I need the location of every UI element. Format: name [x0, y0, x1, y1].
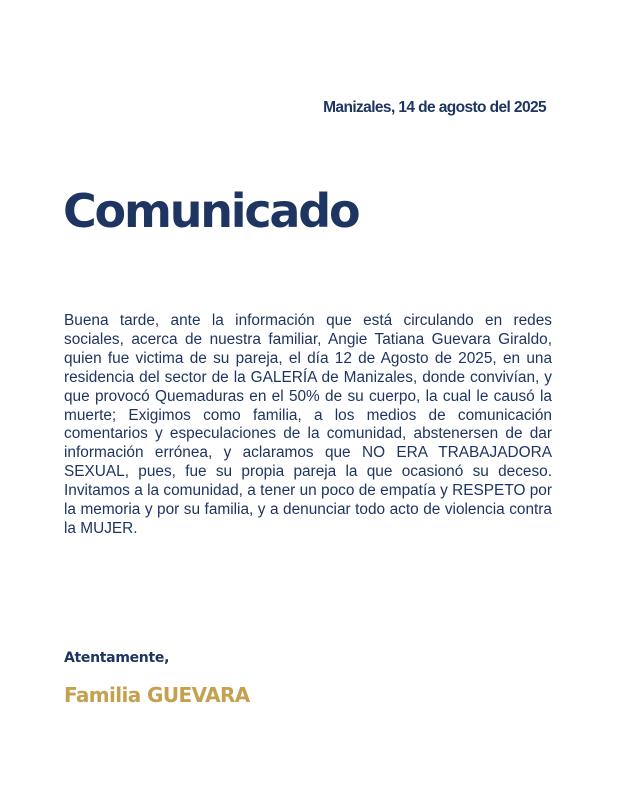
signature: Familia GUEVARA [64, 683, 250, 707]
date-line: Manizales, 14 de agosto del 2025 [323, 99, 546, 116]
statement-body: Buena tarde, ante la información que está circulando en redes sociales, acerca de nuestra familiar, Angie Tatiana Guevara Giraldo, quien fue victima de su pareja, el día 12 de Agosto de 2025, en una residencia del sector de la GALERÍA de Manizales, donde convivían, y que provocó Quemaduras en el 50% de su cuerpo, la cual le causó la muerte; Exigimos como familia, a los medios de comunicación comentarios y especulaciones de la comunidad, abstenersen de dar información errónea, y aclaramos que NO ERA TRABAJADORA SEXUAL, pues, fue su propia pareja la que ocasionó su deceso. Invitamos a la comunidad, a tener un poco de empatía y RESPETO por la memoria y por su familia, y a denunciar todo acto de violencia contra la MUJER. [64, 312, 552, 537]
closing-salutation: Atentamente, [64, 650, 170, 666]
page-title: Comunicado [63, 184, 359, 238]
